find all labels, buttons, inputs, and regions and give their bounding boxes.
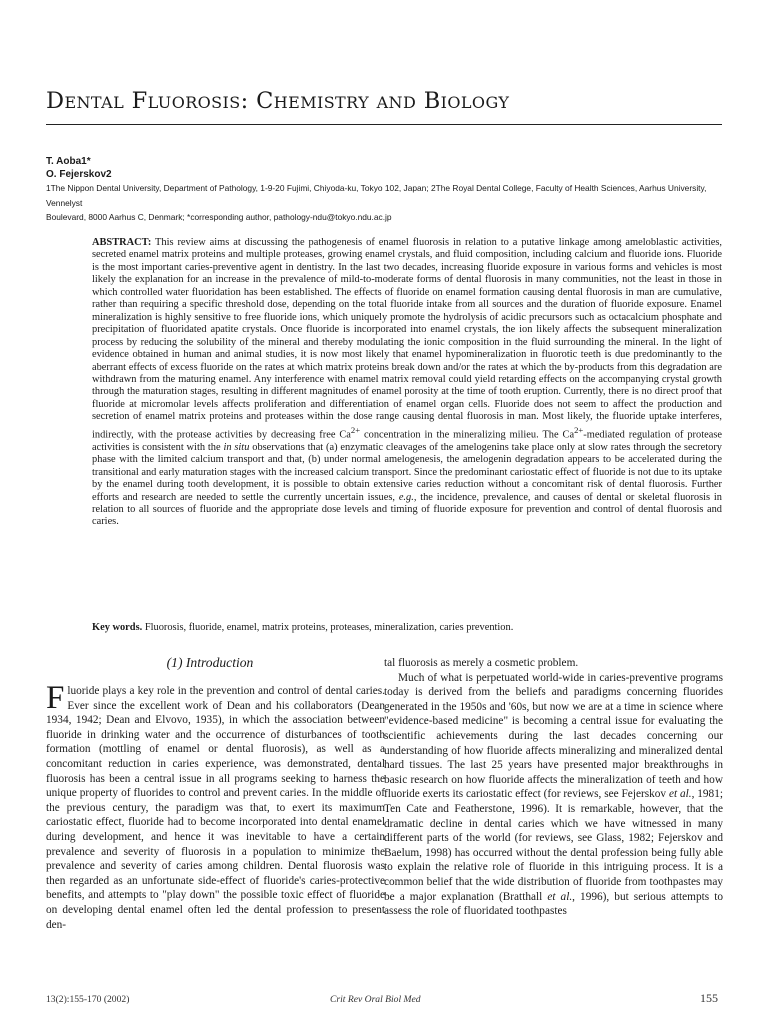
abstract-text-3: -mediated regulation of protease activities is consistent with the: [92, 429, 722, 453]
abstract: [92, 237, 722, 529]
drop-cap: F: [46, 680, 65, 716]
abstract-in-situ: in situ: [223, 441, 250, 453]
author-2: O. Fejerskov2: [46, 168, 112, 180]
footer-citation: 13(2):155-170 (2002): [46, 994, 130, 1005]
intro-paragraph-2-text-b: , 1981; Ten Cate and Featherstone, 1996). It is remarkable, however, that the dramatic decline in dental caries which we have witnessed in many different parts of the world (for reviews, see Glass, 1982; Fejerskov and Baelum, 1998) has occurred without the dental profession being fully able to explain the relative role of fluoride in this intriguing process. It is a common belief that the wide distribution of fluoride from toothpastes may be a major explanation (Bratthall: [384, 788, 723, 903]
keywords: [92, 622, 722, 634]
affiliation-line-2: Boulevard, 8000 Aarhus C, Denmark; *corresponding author, pathology-ndu@tokyo.ndu.ac.jp: [46, 212, 392, 222]
footer-journal: Crit Rev Oral Biol Med: [330, 994, 421, 1005]
keywords-text: Fluorosis, fluoride, enamel, matrix proteins, proteases, mineralization, caries prevention.: [144, 622, 514, 633]
author-1: T. Aoba1*: [46, 156, 91, 167]
abstract-label: ABSTRACT:: [92, 237, 152, 248]
superscript-charge-2: 2+: [574, 424, 584, 435]
superscript-charge-1: 2+: [350, 424, 361, 435]
et-al-1: et al.: [668, 788, 692, 801]
abstract-eg: e.g.,: [398, 491, 417, 503]
abstract-text-1: This review aims at discussing the pathogenesis of enamel fluorosis in relation to a putative linkage among ameloblastic activities, secreted enamel matrix proteins and multiple proteases, growing enamel crystals, and fluid composition, including calcium and fluoride ions. Fluoride is the most important caries-preventive agent in dentistry. In the last two decades, increasing fluoride exposure in various forms and vehicles is most likely the explanation for an increase in the prevalence of mild-to-moderate forms of dental fluorosis in many communities, not the least in those in which controlled water fluoridation has been established. The effects of fluoride on enamel formation causing dental fluorosis in man are cumulative, rather than requiring a specific threshold dose, depending on the total fluoride intake from all sources and the duration of fluoride exposure. Enamel mineralization is highly sensitive to free fluoride ions, which uniquely promote the hydrolysis of acidic precursors such as octacalcium phosphate and precipitation of fluoridated apatite crystals. Once fluoride is incorporated into enamel crystals, the ion likely affects the subsequent mineralization process by reducing the solubility of the mineral and thereby modulating the ionic composition in the fluid surrounding the mineral. In the light of evidence obtained in human and animal studies, it is now most likely that enamel hypomineralization in fluorotic teeth is due predominantly to the aberrant effects of excess fluoride on the rates at which matrix proteins break down and/or the rates at which the by-products from this degradation are withdrawn from the maturing enamel. Any interference with enamel matrix removal could yield retarding effects on the accompanying crystal growth through the maturation stages, resulting in different magnitudes of enamel porosity at the time of tooth eruption. Currently, there is no direct proof that fluoride at micromolar levels affects proliferation and differentiation of enamel organ cells. Fluoride does not seem to affect the production and secretion of enamel matrix proteins and proteases within the dose range causing dental fluorosis in man. Most likely, the fluoride uptake interferes, indirectly, with the protease activities by decreasing free Ca: [92, 237, 722, 441]
affiliation-line-1: 1The Nippon Dental University, Department of Pathology, 1-9-20 Fujimi, Chiyoda-ku, Tokyo 102, Japan; 2The Royal Dental College, Faculty of Health Sciences, Aarhus University, Vennelyst: [46, 183, 707, 208]
affiliations: [46, 181, 722, 225]
intro-paragraph-1-continued: tal fluorosis as merely a cosmetic problem.: [384, 657, 579, 669]
et-al-2: et al.: [547, 890, 573, 903]
author-list: [46, 156, 112, 181]
intro-paragraph-2-text-c: , 1996), but serious attempts to assess the role of fluoridated toothpastes: [384, 890, 723, 918]
intro-paragraph-2-text-a: Much of what is perpetuated world-wide in caries-preventive programs today is derived from the beliefs and paradigms concerning fluorides generated in the 1950s and '60s, but now we are at a time in science where "evidence-based medicine" is becoming a central issue for evaluating the scientific achievements during the last decades concerning our understanding of how fluoride affects mineralizing and mineralized dental hard tissues. The last 25 years have presented major breakthroughs in basic research on how fluoride affects the mineralization of teeth and how fluoride exerts its cariostatic effect (for reviews, see Fejerskov: [384, 671, 723, 801]
abstract-text-5: the incidence, prevalence, and causes of dental or skeletal fluorosis in relation to all sources of fluoride and the appropriate dose levels and timing of fluoride exposure for prevention and control of dental fluorosis and caries.: [92, 491, 722, 528]
intro-paragraph-1: [46, 680, 385, 932]
intro-paragraph-1-text: luoride plays a key role in the prevention and control of dental caries. Ever since the excellent work of Dean and his collaborators (Dean 1934, 1942; Dean and Elvovo, 1935), in which the association between fluoride in drinking water and the occurrence of disturbances of tooth formation (mottling of enamel or dental fluorosis), as well as a concomitant reduction in caries experience, was demonstrated, dental fluorosis has been a central issue in all programs seeking to harness the unique property of fluorides to control and prevent caries. In the middle of the previous century, the paradigm was that, to exert its maximum cariostatic effect, fluoride had to become incorporated into dental enamel during development, and hence it was inevitable to have a certain prevalence and severity of fluorosis in a population to minimize the prevalence and severity of caries among children. Dental fluorosis was then regarded as an unfortunate side-effect of fluoride's caries-protective benefits, and attempts to "play down" the possible toxic effect of fluoride on developing dental enamel often led the dental profession to present den-: [46, 685, 385, 931]
article-title: Dental Fluorosis: Chemistry and Biology: [46, 88, 510, 114]
section-heading-introduction: (1) Introduction: [166, 655, 254, 670]
page-number: 155: [700, 991, 718, 1005]
abstract-text-2: concentration in the mineralizing milieu. The Ca: [360, 429, 575, 441]
body-column-left: [46, 680, 385, 932]
abstract-text-4: observations that (a) enzymatic cleavages of the amelogenins take place only at slow rates through the secretory phase with the limited calcium transport and that, (b) under normal amelogenesis, the amelogenin degradation appears to be accelerated during the transitional and early maturation stages with the increased calcium transport. Since the predominant cariostatic effect of fluoride is not due to its uptake by the enamel during tooth development, it is possible to obtain extensive caries reduction without a concomitant risk of dental fluorosis. Further efforts and research are needed to settle the currently uncertain issues,: [92, 441, 722, 503]
intro-paragraph-2: [384, 671, 723, 919]
title-rule: [46, 124, 722, 125]
body-column-right: [384, 656, 723, 919]
keywords-label: Key words.: [92, 622, 143, 633]
